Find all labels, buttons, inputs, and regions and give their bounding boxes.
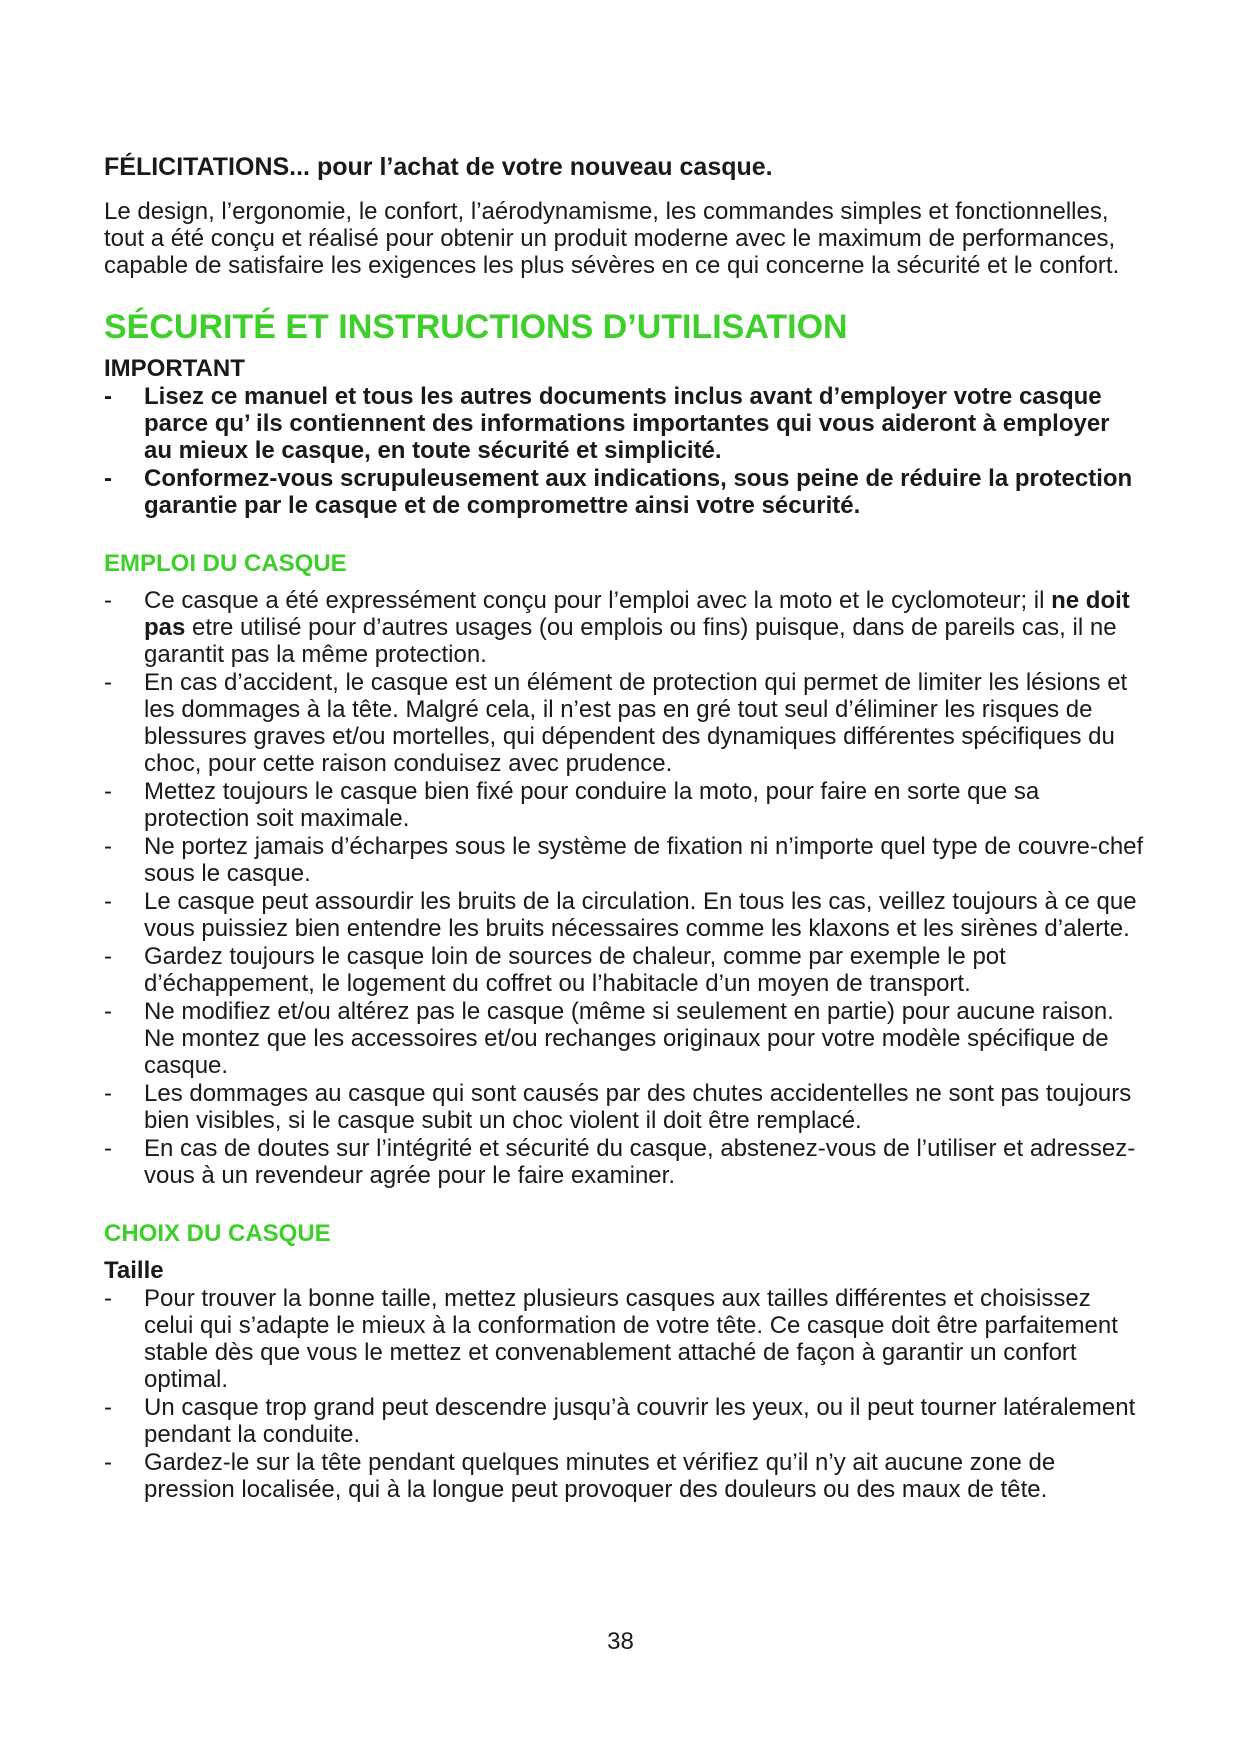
list-item: - Ce casque a été expressément conçu pour l’emploi avec la moto et le cyclomoteur; il ne doit pas etre utilisé pour d’autres usages (ou emplois ou fins) puisque, dans de pareils cas, il ne garantit pas la même protection.: [104, 587, 1130, 668]
dash-bullet: -: [104, 1394, 112, 1421]
list-item: - En cas de doutes sur l’intégrité et sécurité du casque, abstenez-vous de l’utiliser et adressez-vous à un revendeur agrée pour le faire examiner.: [104, 1135, 1136, 1189]
important-list: [104, 383, 1144, 519]
list-item: - Ne portez jamais d’écharpes sous le système de fixation ni n’importe quel type de couvre-chef sous le casque.: [104, 833, 1144, 887]
page-title: FÉLICITATIONS... pour l’achat de votre nouveau casque.: [104, 153, 773, 181]
dash-bullet: -: [104, 587, 112, 614]
list-item: - Gardez-le sur la tête pendant quelques minutes et vérifiez qu’il n’y ait aucune zone de pression localisée, qui à la longue peut provoquer des douleurs ou des maux de tête.: [104, 1449, 1056, 1503]
list-item: - Conformez-vous scrupuleusement aux indications, sous peine de réduire la protection garantie par le casque et de compromettre ainsi votre sécurité.: [104, 465, 1133, 519]
list-item: - Lisez ce manuel et tous les autres documents inclus avant d’employer votre casque parce qu’ ils contiennent des informations importantes qui vous aideront à employer au mieux le casque, en toute sécurité et simplicité.: [104, 383, 1110, 464]
dash-bullet: -: [104, 833, 112, 860]
document-page: [104, 150, 1144, 1504]
list-item: - En cas d’accident, le casque est un élément de protection qui permet de limiter les lésions et les dommages à la tête. Malgré cela, il n’est pas en gré tout seul d’éliminer les risques de blessures graves et/ou mortelles, qui dépendent des dynamiques différentes spécifiques du choc, pour cette raison conduisez avec prudence.: [104, 669, 1128, 777]
intro-paragraph: Le design, l’ergonomie, le confort, l’aérodynamisme, les commandes simples et fonctionnelles, tout a été conçu et réalisé pour obtenir un produit moderne avec le maximum de performances, capable de satisfaire les exigences les plus sévères en ce qui concerne la sécurité et le confort.: [104, 198, 1120, 279]
dash-bullet: -: [104, 465, 112, 492]
list-item: - Ne modifiez et/ou altérez pas le casque (même si seulement en partie) pour aucune raison. Ne montez que les accessoires et/ou rechanges originaux pour votre modèle spécifique de casque.: [104, 998, 1114, 1079]
dash-bullet: -: [104, 778, 112, 805]
choix-heading: CHOIX DU CASQUE: [104, 1220, 331, 1247]
list-item: - Pour trouver la bonne taille, mettez plusieurs casques aux tailles différentes et choisissez celui qui s’adapte le mieux à la conformation de votre tête. Ce casque doit être parfaitement stable dès que vous le mettez et convenablement attaché de façon à garantir un confort optimal.: [104, 1285, 1118, 1393]
important-heading: IMPORTANT: [104, 355, 245, 382]
emploi-heading: EMPLOI DU CASQUE: [104, 550, 347, 577]
list-item: - Les dommages au casque qui sont causés par des chutes accidentelles ne sont pas toujours bien visibles, si le casque subit un choc violent il doit être remplacé.: [104, 1080, 1132, 1134]
list-item: - Un casque trop grand peut descendre jusqu’à couvrir les yeux, ou il peut tourner latéralement pendant la conduite.: [104, 1394, 1136, 1448]
dash-bullet: -: [104, 888, 112, 915]
emphasis-text: ne doit pas: [144, 587, 1130, 641]
taille-subheading: Taille: [104, 1257, 164, 1284]
dash-bullet: -: [104, 998, 112, 1025]
dash-bullet: -: [104, 1285, 112, 1312]
page-number: 38: [607, 1628, 634, 1655]
choix-list: [104, 1285, 1144, 1503]
list-item: - Le casque peut assourdir les bruits de la circulation. En tous les cas, veillez toujours à ce que vous puissiez bien entendre les bruits nécessaires comme les klaxons et les sirènes d’alerte.: [104, 888, 1137, 942]
dash-bullet: -: [104, 383, 112, 410]
emploi-list: [104, 587, 1144, 1189]
dash-bullet: -: [104, 1449, 112, 1476]
list-item: - Mettez toujours le casque bien fixé pour conduire la moto, pour faire en sorte que sa protection soit maximale.: [104, 778, 1040, 832]
dash-bullet: -: [104, 1080, 112, 1107]
dash-bullet: -: [104, 1135, 112, 1162]
section-title: SÉCURITÉ ET INSTRUCTIONS D’UTILISATION: [104, 308, 848, 346]
list-item: - Gardez toujours le casque loin de sources de chaleur, comme par exemple le pot d’échappement, le logement du coffret ou l’habitacle d’un moyen de transport.: [104, 943, 1006, 997]
dash-bullet: -: [104, 943, 112, 970]
dash-bullet: -: [104, 669, 112, 696]
